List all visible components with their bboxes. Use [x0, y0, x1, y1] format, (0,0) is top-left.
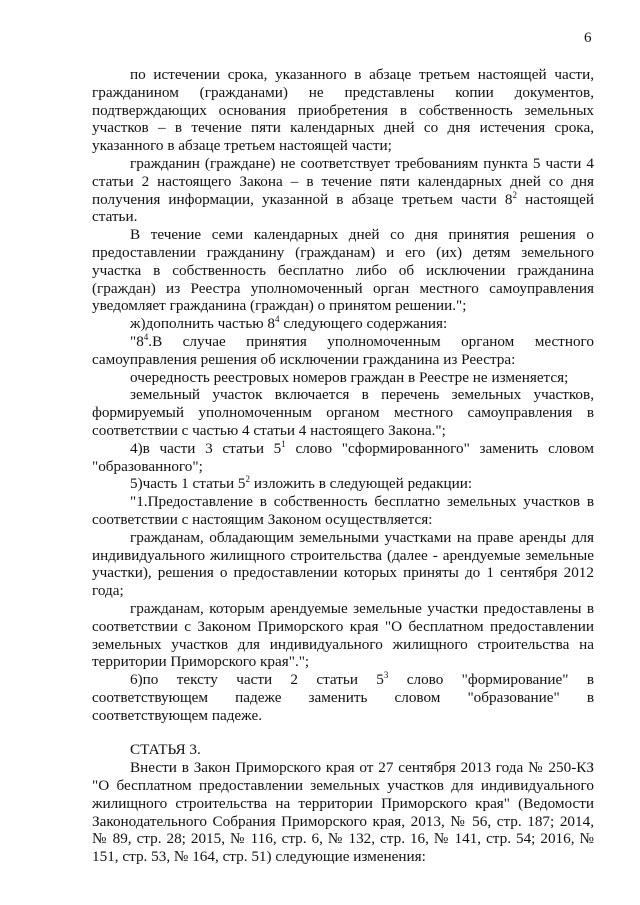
document-body [92, 66, 594, 866]
superscript: 4 [143, 331, 149, 342]
paragraph-text: изложить в следующей редакции: [250, 475, 473, 493]
paragraph-text: .В случае принятия уполномоченным органом местного самоуправления решения об исключении гражданина из Реестра: [92, 332, 594, 368]
paragraph [92, 440, 594, 476]
paragraph-text: настоящей статьи. [92, 190, 594, 226]
article-heading: СТАТЬЯ 3. [130, 741, 201, 759]
paragraph: гражданам, обладающим земельными участками на праве аренды для индивидуального жилищного строительства (далее - арендуемые земельные участки), решения о предоставлении которых приняты до 1 сентября 2012 года; [92, 528, 594, 600]
paragraph [92, 475, 594, 493]
paragraph-text: слово "сформированного" заменить словом "образованного"; [92, 439, 594, 475]
superscript: 4 [275, 314, 280, 325]
paragraph: очередность реестровых номеров граждан в Реестре не изменяется; [130, 368, 569, 386]
paragraph-text: 4)в части 3 статьи 5 [130, 439, 282, 457]
superscript: 1 [281, 438, 286, 449]
paragraph: В течение семи календарных дней со дня принятия решения о предоставлении гражданину (гражданам) и его (их) детям земельного участка в собственность бесплатно либо об исключении гражданина (граждан) из Реестра уполномоченный орган местного самоуправления уведомляет гражданина (граждан) о принятом решении."; [92, 226, 594, 315]
paragraph: гражданам, которым арендуемые земельные участки предоставлены в соответствии с Законом Приморского края "О бесплатном предоставлении земельных участков для индивидуального жилищного строительства на территории Приморского края"."; [92, 599, 594, 671]
superscript: 3 [383, 670, 389, 681]
paragraph-text: гражданин (граждане) не соответствует требованиям пункта 5 части 4 статьи 2 настоящего Закона – в течение пяти календарных дней со дня получения информации, указанной в абзаце третьем части 8 [92, 154, 594, 208]
paragraph-text: ж)дополнить частью 8 [130, 315, 276, 333]
page-number: 6 [584, 30, 592, 46]
paragraph-text: "8 [130, 332, 144, 350]
paragraph: "1.Предоставление в собственность бесплатно земельных участков в соответствии с настоящим Законом осуществляется: [92, 493, 594, 528]
paragraph: земельный участок включается в перечень земельных участков, формируемый уполномоченным органом местного самоуправления в соответствии с частью 4 статьи 4 настоящего Закона."; [92, 386, 594, 439]
paragraph: по истечении срока, указанного в абзаце третьем настоящей части, гражданином (гражданами) не представлены копии документов, подтверждающих основания приобретения в собственность земельных участков – в течение пяти календарных дней со дня истечения срока, указанного в абзаце третьем настоящей части; [92, 66, 594, 155]
paragraph-text: слово "формирование" в соответствующем падеже заменить словом "образование" в соответствующем падеже. [92, 671, 595, 724]
paragraph-text: 5)часть 1 статьи 5 [130, 475, 246, 493]
superscript: 2 [245, 474, 251, 485]
paragraph-text: 6)по тексту части 2 статьи 5 [130, 671, 384, 689]
paragraph [92, 315, 594, 333]
paragraph: Внести в Закон Приморского края от 27 сентября 2013 года № 250-КЗ "О бесплатном предоставлении земельных участков для индивидуального жилищного строительства на территории Приморского края" (Ведомости Законодательного Собрания Приморского края, 2013, № 56, стр. 187; 2014, № 89, стр. 28; 2015, № 116, стр. 6, № 132, стр. 16, № 141, стр. 54; 2016, № 151, стр. 53, № 164, стр. 51) следующие изменения: [92, 759, 594, 866]
paragraph [92, 155, 594, 226]
paragraph-text: следующего содержания: [279, 315, 448, 333]
paragraph [92, 671, 594, 724]
paragraph [92, 333, 594, 369]
spacer [92, 724, 594, 741]
superscript: 2 [512, 189, 517, 200]
